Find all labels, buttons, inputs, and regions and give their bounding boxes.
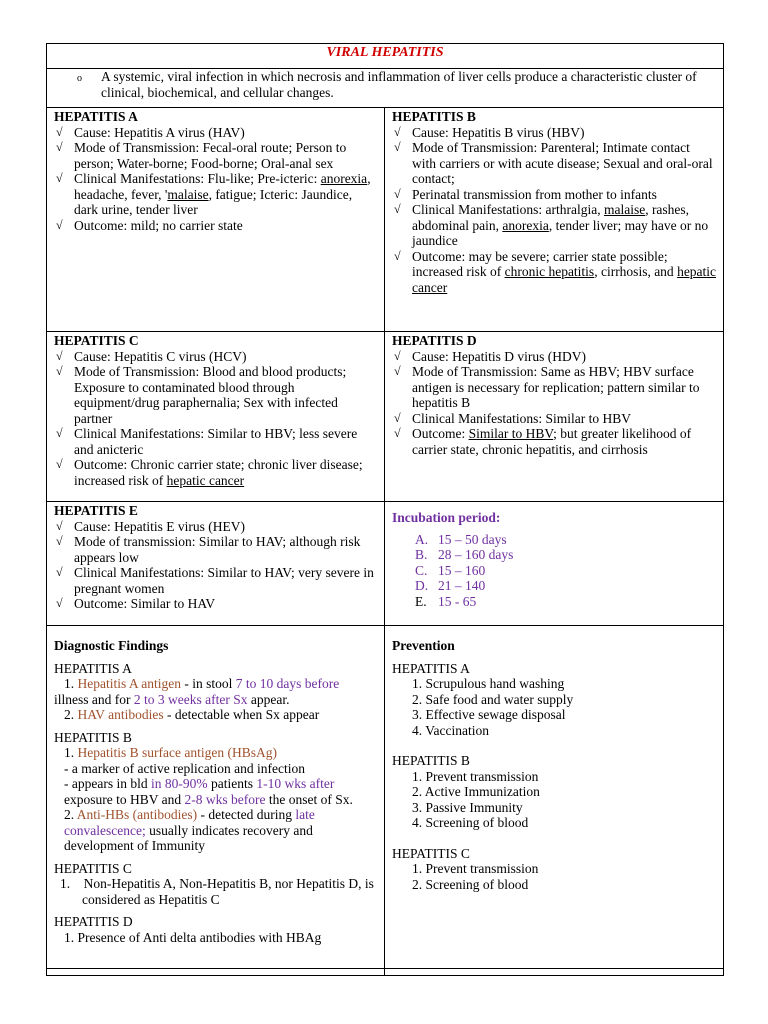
check-icon: √ <box>56 518 63 533</box>
intro-paragraph <box>47 69 723 101</box>
cell-hepatitis-a <box>47 108 385 331</box>
prev-hep-a-heading: HEPATITIS A <box>392 660 470 676</box>
list-item: √ Mode of Transmission: Fecal-oral route; Person to person; Water-borne; Food-borne; Oral-anal sex <box>56 140 347 171</box>
list-item: √ Outcome: Similar to HAV <box>56 596 216 611</box>
diag-hep-d <box>54 914 378 945</box>
diag-hep-b <box>54 730 378 854</box>
heading-hepatitis-c: HEPATITIS C <box>54 333 139 348</box>
list-item: 1. Presence of Anti delta antibodies with HBAg <box>64 929 322 945</box>
list-item: 1. Prevent transmission <box>412 861 539 876</box>
diag-hep-d-heading: HEPATITIS D <box>54 914 133 929</box>
list-item: √ Clinical Manifestations: Similar to HBV <box>394 410 631 426</box>
list-item: √ Cause: Hepatitis C virus (HCV) <box>56 348 247 364</box>
page-title: VIRAL HEPATITIS <box>326 45 444 60</box>
list-item: √ Cause: Hepatitis A virus (HAV) <box>56 124 245 140</box>
heading-hepatitis-d: HEPATITIS D <box>392 333 477 348</box>
prev-hep-b <box>392 753 717 831</box>
heading-prevention: Prevention <box>392 638 455 653</box>
list-item: √ Perinatal transmission from mother to infants <box>394 186 657 202</box>
diag-hep-c-heading: HEPATITIS C <box>54 860 132 876</box>
incubation-list <box>392 532 717 610</box>
row-diagnostic-prevention <box>47 626 723 969</box>
check-icon: √ <box>56 348 63 363</box>
list-item: √ Outcome: Chronic carrier state; chronic liver disease; increased risk of hepatic cancer <box>56 457 363 488</box>
list-item: √ Mode of Transmission: Parenteral; Intimate contact with carriers or with acute disease; Sexual and oral-oral contact; <box>394 140 713 186</box>
row-hep-a-b <box>47 108 723 332</box>
list-item: √ Clinical Manifestations: arthralgia, malaise, rashes, abdominal pain, anorexia, tender liver; may have or no jaundice <box>394 202 709 248</box>
list-item: √ Cause: Hepatitis E virus (HEV) <box>56 518 245 534</box>
check-icon: √ <box>394 426 401 440</box>
list-item: E. 15 - 65 <box>415 593 477 609</box>
list-item-cont: - appears in bld in 80-90% patients 1-10 wks after <box>64 776 335 791</box>
list-item: A. 15 – 50 days <box>415 531 507 547</box>
check-icon: √ <box>394 410 401 425</box>
list-item-cont: illness and for 2 to 3 weeks after Sx appear. <box>54 691 290 707</box>
check-icon: √ <box>56 217 63 232</box>
check-icon: √ <box>394 186 401 201</box>
check-icon: √ <box>56 596 63 610</box>
list-item: B. 28 – 160 days <box>415 547 514 562</box>
intro-row <box>47 69 723 108</box>
intro-text: A systemic, viral infection in which necrosis and inflammation of liver cells produce a characteristic cluster of clinical, biochemical, and cellular changes. <box>101 69 697 100</box>
check-icon: √ <box>56 171 63 185</box>
empty-row <box>47 969 723 975</box>
diag-hep-b-heading: HEPATITIS B <box>54 729 132 745</box>
list-item-cont: - a marker of active replication and infection <box>64 760 306 776</box>
diag-hep-c <box>54 861 378 908</box>
check-icon: √ <box>394 202 401 216</box>
cell-prevention <box>385 626 723 968</box>
list-item: √ Clinical Manifestations: Similar to HAV; very severe in pregnant women <box>56 565 374 596</box>
check-icon: √ <box>56 140 63 154</box>
prev-hep-c <box>392 846 717 893</box>
list-item: 4. Vaccination <box>412 722 489 738</box>
list-item: √ Cause: Hepatitis D virus (HDV) <box>394 348 586 364</box>
list-item: 2. Safe food and water supply <box>412 691 574 707</box>
empty-cell-right <box>385 969 723 975</box>
check-icon: √ <box>394 140 401 154</box>
list-item: 1. Hepatitis A antigen - in stool 7 to 10 days before <box>64 676 340 691</box>
heading-hepatitis-b: HEPATITIS B <box>392 109 476 124</box>
check-icon: √ <box>394 348 401 363</box>
hollow-bullet-icon: o <box>77 73 82 84</box>
list-item: 1. Non-Hepatitis A, Non-Hepatitis B, nor Hepatitis D, is considered as Hepatitis C <box>60 876 378 907</box>
cell-hepatitis-b <box>385 108 723 331</box>
list-item: √ Mode of Transmission: Blood and blood products; Exposure to contaminated blood through equipment/drug paraphernalia; Sex with infected partner <box>56 364 347 426</box>
list-item: 1. Prevent transmission <box>412 768 539 784</box>
list-item: 4. Screening of blood <box>412 815 529 830</box>
list-item: √ Clinical Manifestations: Similar to HBV; less severe and anicteric <box>56 426 358 457</box>
list-item: √ Clinical Manifestations: Flu-like; Pre-icteric: anorexia, headache, fever, 'malaise, fatigue; Icteric: Jaundice, dark urine, tender liver <box>56 171 371 217</box>
list-item: C. 15 – 160 <box>415 562 486 578</box>
prev-hep-a <box>392 661 717 739</box>
hepatitis-table <box>46 43 724 976</box>
list-item: 1. Scrupulous hand washing <box>412 676 565 691</box>
list-item: √ Cause: Hepatitis B virus (HBV) <box>394 124 585 140</box>
list-item: √ Mode of Transmission: Same as HBV; HBV surface antigen is necessary for replication; pattern similar to hepatitis B <box>394 364 700 410</box>
incubation-title: Incubation period: <box>392 510 501 525</box>
list-item: √ Outcome: mild; no carrier state <box>56 217 243 233</box>
heading-hepatitis-e: HEPATITIS E <box>54 503 138 518</box>
cell-hepatitis-e <box>47 502 385 625</box>
check-icon: √ <box>56 426 63 440</box>
list-item: 2. Screening of blood <box>412 876 529 892</box>
heading-hepatitis-a: HEPATITIS A <box>54 109 138 124</box>
heading-diagnostic-findings: Diagnostic Findings <box>54 638 169 653</box>
list-item-cont: exposure to HBV and 2-8 wks before the onset of Sx. <box>64 791 353 807</box>
list-item: 1. Hepatitis B surface antigen (HBsAg) <box>64 745 277 760</box>
cell-diagnostic-findings <box>47 626 385 968</box>
check-icon: √ <box>394 124 401 139</box>
row-hep-c-d <box>47 332 723 502</box>
list-item: D. 21 – 140 <box>415 578 486 593</box>
list-item: √ Outcome: Similar to HBV; but greater likelihood of carrier state, chronic hepatitis, and cirrhosis <box>394 426 692 457</box>
list-item: √ Mode of transmission: Similar to HAV; although risk appears low <box>56 534 361 565</box>
cell-hepatitis-d <box>385 332 723 501</box>
title-row <box>47 44 723 69</box>
cell-incubation-period <box>385 502 723 625</box>
list-item: 3. Passive Immunity <box>412 799 523 815</box>
check-icon: √ <box>394 364 401 378</box>
list-item: 2. HAV antibodies - detectable when Sx appear <box>64 707 320 722</box>
diag-hep-a-heading: HEPATITIS A <box>54 660 132 676</box>
empty-cell-left <box>47 969 385 975</box>
check-icon: √ <box>56 124 63 139</box>
prev-hep-b-heading: HEPATITIS B <box>392 753 470 768</box>
list-item: 2. Anti-HBs (antibodies) - detected during late convalescence; usually indicates recovery and development of Immunity <box>64 807 315 853</box>
check-icon: √ <box>56 565 63 579</box>
check-icon: √ <box>56 457 63 471</box>
check-icon: √ <box>56 364 63 378</box>
check-icon: √ <box>394 248 401 263</box>
cell-hepatitis-c <box>47 332 385 501</box>
diag-hep-a <box>54 661 378 723</box>
prev-hep-c-heading: HEPATITIS C <box>392 845 470 861</box>
list-item: √ Outcome: may be severe; carrier state possible; increased risk of chronic hepatitis, cirrhosis, and hepatic cancer <box>394 248 717 295</box>
list-item: 3. Effective sewage disposal <box>412 707 566 722</box>
row-hep-e-incubation <box>47 502 723 626</box>
check-icon: √ <box>56 534 63 548</box>
list-item: 2. Active Immunization <box>412 784 540 799</box>
